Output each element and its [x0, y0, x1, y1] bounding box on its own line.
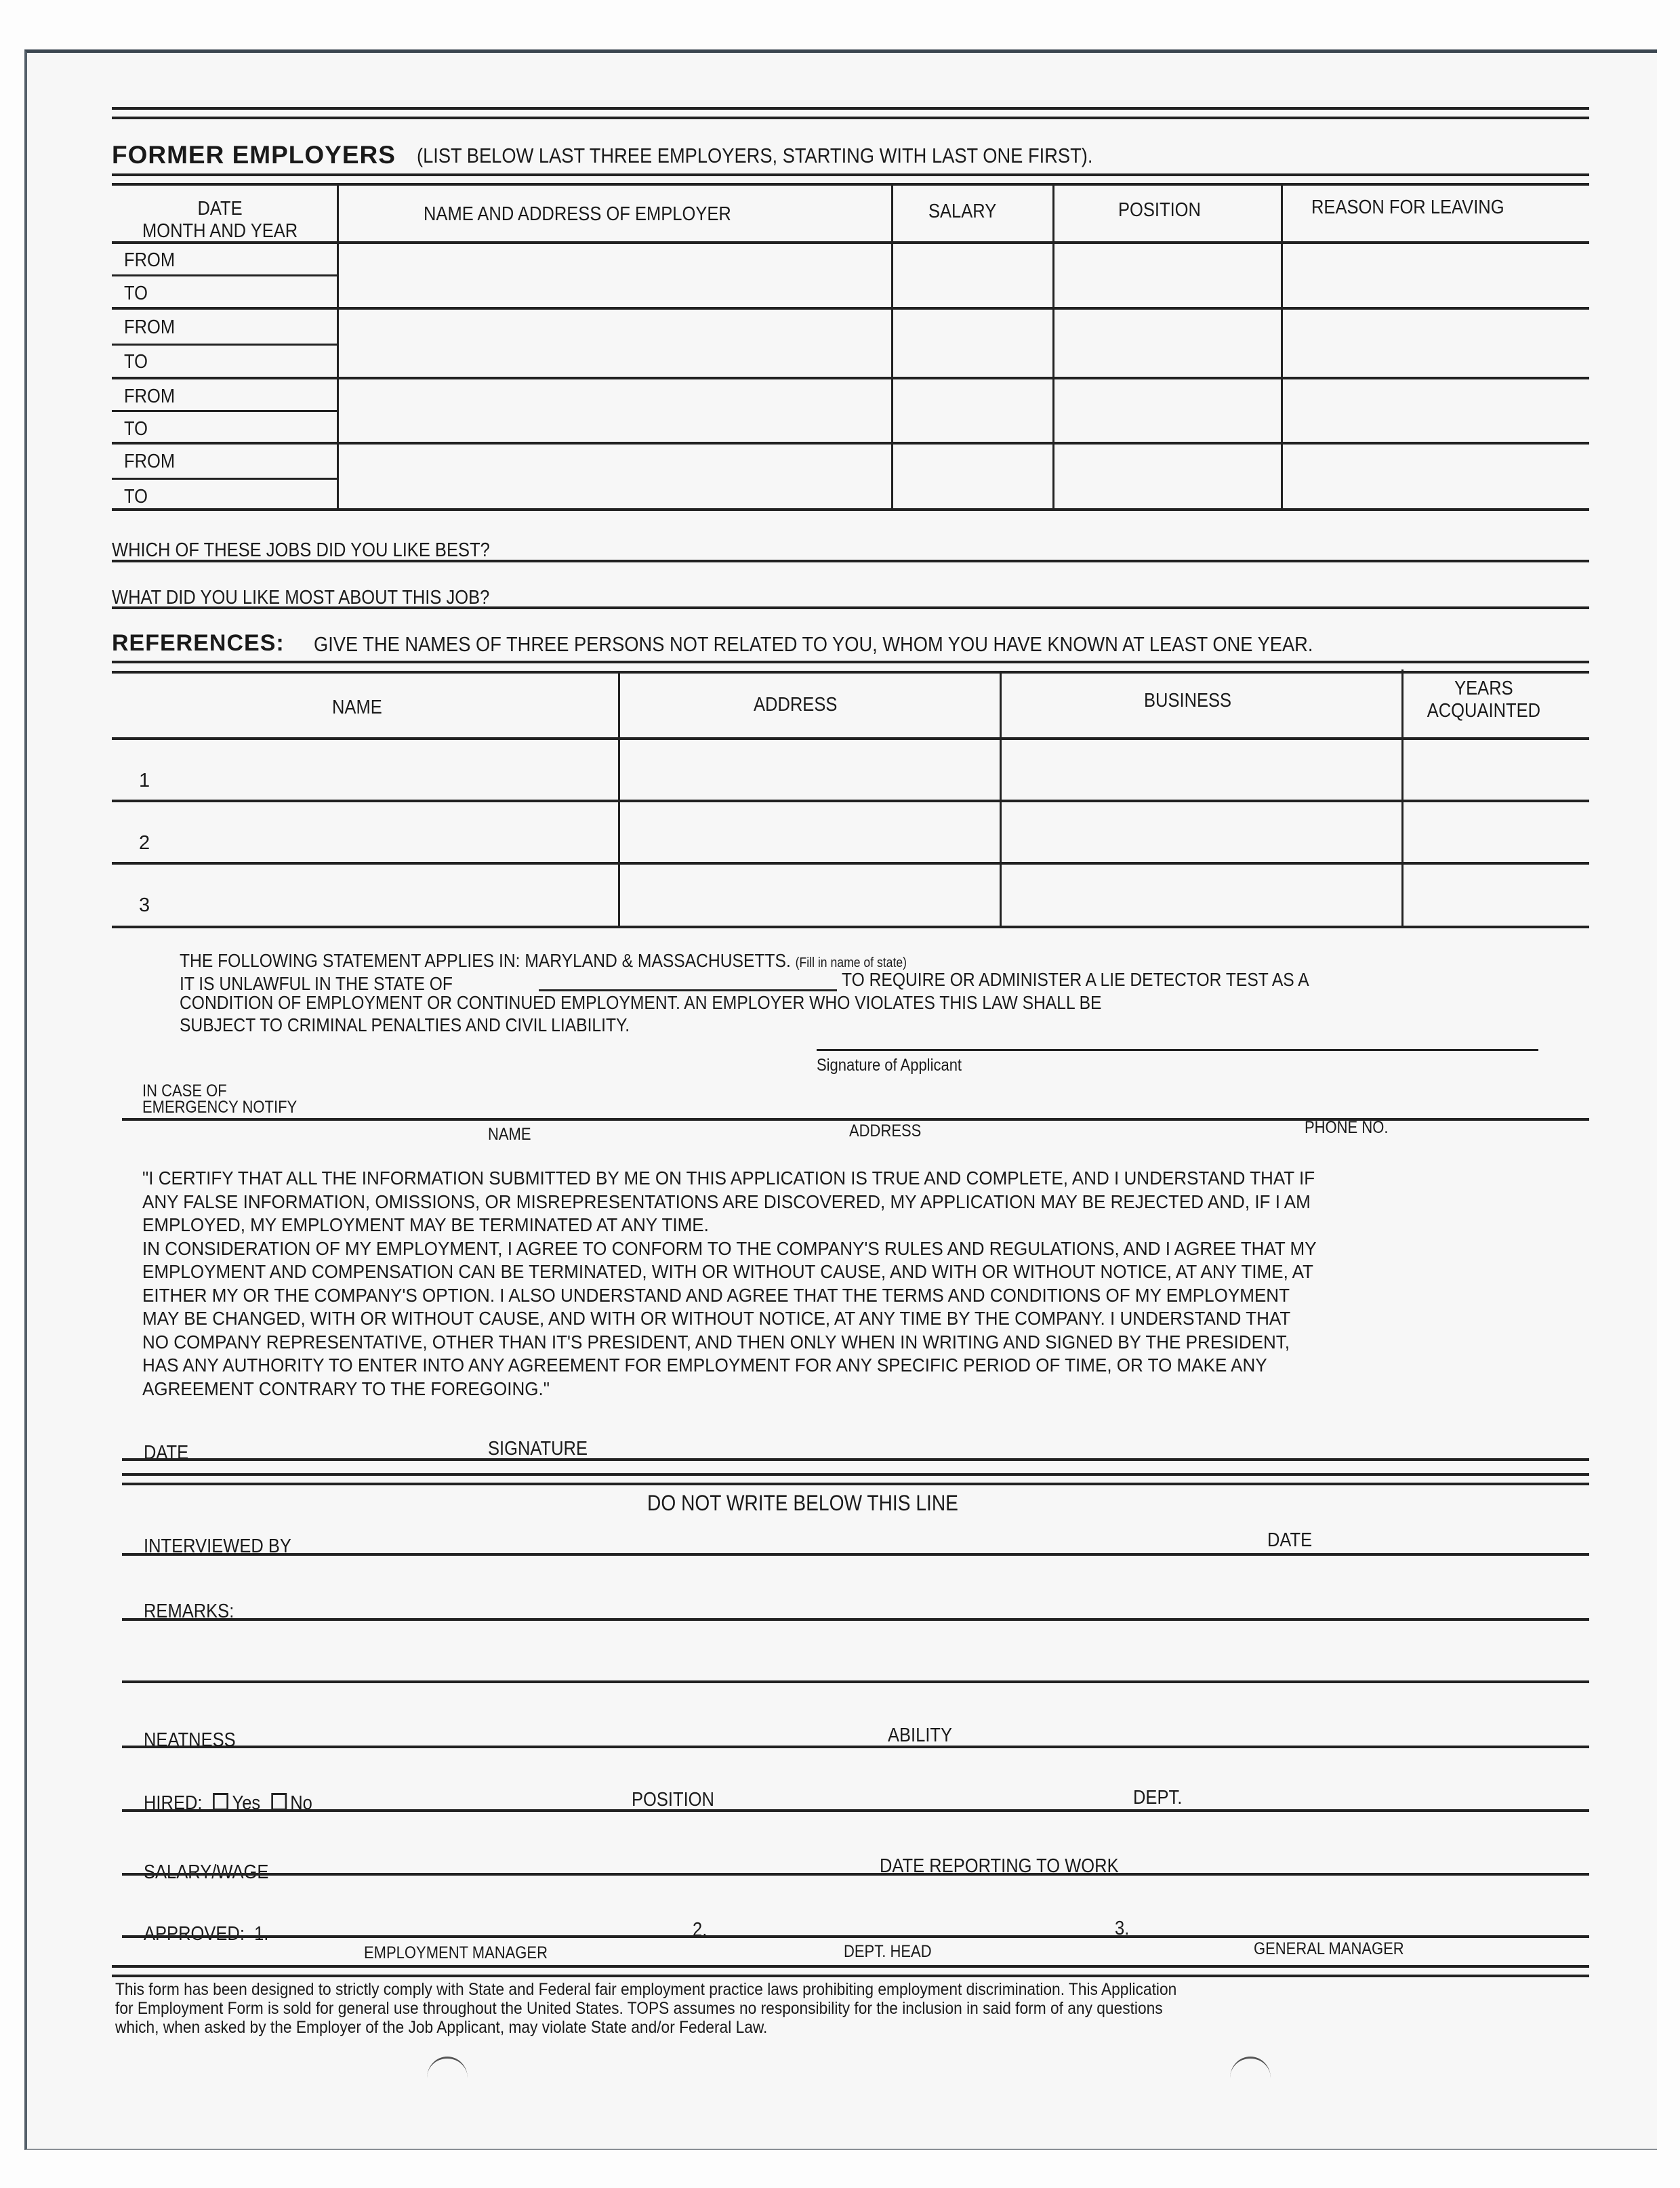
office-use-rule-2 [122, 1483, 1589, 1485]
hired-position-dept-line[interactable] [122, 1809, 1589, 1812]
do-not-write-banner: DO NOT WRITE BELOW THIS LINE [647, 1491, 958, 1515]
approver-2-number: 2. [693, 1919, 708, 1941]
employer-3-position-field[interactable] [1056, 381, 1279, 440]
employer-3-name-address-field[interactable] [340, 381, 889, 440]
emergency-phone-label: PHONE NO. [1305, 1118, 1389, 1137]
remarks-label: REMARKS: [144, 1601, 234, 1622]
hired-no-checkbox[interactable] [271, 1793, 287, 1811]
applicant-signature-label: Signature of Applicant [817, 1056, 962, 1075]
question-liked-most-label: WHAT DID YOU LIKE MOST ABOUT THIS JOB? [112, 587, 490, 608]
employer-2-reason-field[interactable] [1284, 312, 1586, 374]
reference-2-years-field[interactable] [1406, 804, 1587, 859]
col-header-reason: REASON FOR LEAVING [1311, 197, 1504, 218]
references-instruction: GIVE THE NAMES OF THREE PERSONS NOT RELATED TO YOU, WHOM YOU HAVE KNOWN AT LEAST ONE YEAR. [314, 632, 1313, 656]
binder-hole-left [427, 2057, 468, 2099]
reference-3-address-field[interactable] [622, 866, 997, 923]
row-2-to-label: TO [124, 351, 148, 373]
employer-2-position-field[interactable] [1056, 312, 1279, 374]
emergency-name-label: NAME [488, 1125, 531, 1144]
interview-date-label: DATE [1267, 1529, 1313, 1551]
employers-table-top [112, 173, 1589, 176]
neatness-ability-line[interactable] [122, 1746, 1589, 1748]
references-title: REFERENCES: [112, 630, 285, 656]
applicant-signature-line[interactable] [817, 1049, 1538, 1051]
reference-1-years-field[interactable] [1406, 741, 1587, 797]
state-name-field[interactable] [539, 989, 837, 991]
top-rule-2 [112, 117, 1589, 119]
reference-2-number: 2 [139, 832, 150, 854]
approver-3-title: GENERAL MANAGER [1254, 1939, 1404, 1958]
reference-1-name-field[interactable] [163, 741, 615, 797]
question-liked-most-line[interactable] [112, 606, 1589, 609]
lie-detector-line-4: SUBJECT TO CRIMINAL PENALTIES AND CIVIL LIABILITY. [180, 1014, 630, 1035]
reference-2-business-field[interactable] [1004, 804, 1399, 859]
references-header-bottom [112, 737, 1589, 740]
employer-4-position-field[interactable] [1056, 446, 1279, 505]
ability-label: ABILITY [888, 1725, 953, 1746]
ref-col-header-address: ADDRESS [754, 694, 838, 716]
employer-3-reason-field[interactable] [1284, 381, 1586, 440]
ref-col-header-business: BUSINESS [1144, 690, 1232, 711]
row-3-to-label: TO [124, 418, 148, 440]
salary-date-line[interactable] [122, 1873, 1589, 1876]
reference-3-name-field[interactable] [163, 866, 615, 923]
reference-1-business-field[interactable] [1004, 741, 1399, 797]
lie-detector-line-2-post: TO REQUIRE OR ADMINISTER A LIE DETECTOR TEST AS A [842, 969, 1309, 990]
certification-date-signature-line[interactable] [122, 1458, 1589, 1461]
employers-col-divider [1281, 183, 1283, 508]
hired-label-group: HIRED: Yes No [144, 1792, 312, 1814]
hired-yes-checkbox[interactable] [213, 1793, 228, 1811]
row-1-to-label: TO [124, 283, 148, 304]
employers-col-divider [891, 184, 893, 508]
salary-wage-label: SALARY/WAGE [144, 1861, 269, 1883]
employers-row-rule [112, 307, 1589, 310]
binder-hole-right [1230, 2057, 1271, 2099]
employers-subrow-rule [112, 478, 337, 480]
emergency-address-label: ADDRESS [849, 1121, 922, 1140]
employer-2-name-address-field[interactable] [340, 312, 889, 374]
question-liked-best-line[interactable] [112, 560, 1589, 562]
approver-2-title: DEPT. HEAD [844, 1942, 932, 1961]
reference-3-number: 3 [139, 894, 150, 916]
reference-3-years-field[interactable] [1406, 866, 1587, 923]
footer-rule [112, 1965, 1589, 1968]
references-table-top [112, 661, 1589, 663]
references-row-rule [112, 862, 1589, 865]
references-table-bottom [112, 926, 1589, 928]
references-col-divider [1401, 669, 1404, 927]
top-rule [112, 107, 1589, 110]
col-header-position: POSITION [1118, 199, 1201, 221]
fill-state-note: (Fill in name of state) [795, 955, 907, 970]
interviewed-by-line[interactable] [122, 1553, 1589, 1556]
certification-signature-label: SIGNATURE [488, 1438, 588, 1460]
lie-detector-line-3: CONDITION OF EMPLOYMENT OR CONTINUED EMPLOYMENT. AN EMPLOYER WHO VIOLATES THIS LAW SHALL BE [180, 992, 1102, 1013]
hired-position-label: POSITION [632, 1789, 714, 1811]
references-col-divider [1000, 671, 1002, 927]
employer-1-name-address-field[interactable] [340, 245, 889, 305]
employers-table-bottom [112, 508, 1589, 511]
employers-subrow-rule [112, 410, 337, 412]
employer-4-name-address-field[interactable] [340, 446, 889, 505]
date-reporting-label: DATE REPORTING TO WORK [880, 1855, 1119, 1877]
employers-row-rule [112, 442, 1589, 445]
col-header-salary: SALARY [928, 201, 997, 222]
references-table-top-2 [112, 671, 1589, 674]
employer-4-salary-field[interactable] [895, 446, 1050, 505]
approval-signature-line[interactable] [122, 1935, 1589, 1938]
remarks-line-2[interactable] [122, 1680, 1589, 1683]
footer-disclaimer: This form has been designed to strictly comply with State and Federal fair employment practice laws prohibiting employment discrimination. This Application for Employment Form is sold for general use throughout the United States. TOPS assumes no responsibility for the inclusion in said form of any questions which, when asked by the Employer of the Job Applicant, may violate State and/or Federal Law. [115, 1980, 1177, 2037]
hired-dept-label: DEPT. [1133, 1787, 1183, 1809]
employers-col-divider [337, 184, 339, 508]
reference-1-address-field[interactable] [622, 741, 997, 797]
row-4-from-label: FROM [124, 451, 176, 472]
reference-1-number: 1 [139, 770, 150, 791]
employers-header-bottom [112, 241, 1589, 244]
question-liked-best-label: WHICH OF THESE JOBS DID YOU LIKE BEST? [112, 539, 490, 561]
employer-1-position-field[interactable] [1056, 245, 1279, 305]
ref-col-header-years: YEARS ACQUAINTED [1427, 678, 1541, 722]
employers-row-rule [112, 377, 1589, 379]
employers-subrow-rule [112, 274, 337, 276]
employer-2-salary-field[interactable] [895, 312, 1050, 374]
certification-date-label: DATE [144, 1442, 189, 1464]
row-1-from-label: FROM [124, 249, 176, 271]
reference-2-name-field[interactable] [163, 804, 615, 859]
employer-3-salary-field[interactable] [895, 381, 1050, 440]
references-row-rule [112, 800, 1589, 802]
reference-2-address-field[interactable] [622, 804, 997, 859]
row-3-from-label: FROM [124, 386, 176, 407]
remarks-line-1[interactable] [122, 1618, 1589, 1621]
office-use-rule [122, 1473, 1589, 1476]
neatness-label: NEATNESS [144, 1729, 236, 1751]
footer-rule-2 [112, 1975, 1589, 1977]
approver-3-number: 3. [1115, 1918, 1130, 1939]
row-2-from-label: FROM [124, 316, 176, 338]
lie-detector-line-1: THE FOLLOWING STATEMENT APPLIES IN: MARYLAND & MASSACHUSETTS. (Fill in name of state) [180, 950, 907, 971]
reference-3-business-field[interactable] [1004, 866, 1399, 923]
approved-label: APPROVED: 1. [144, 1923, 269, 1945]
former-employers-title: FORMER EMPLOYERS [112, 141, 396, 169]
employer-1-salary-field[interactable] [895, 245, 1050, 305]
ref-col-header-name: NAME [332, 697, 382, 718]
approver-1-title: EMPLOYMENT MANAGER [364, 1943, 548, 1962]
interviewed-by-label: INTERVIEWED BY [144, 1535, 291, 1557]
employer-4-reason-field[interactable] [1284, 446, 1586, 505]
col-header-name-address: NAME AND ADDRESS OF EMPLOYER [424, 203, 731, 225]
row-4-to-label: TO [124, 486, 148, 508]
employers-subrow-rule [112, 344, 337, 346]
col-header-date: DATE MONTH AND YEAR [142, 198, 298, 242]
employers-col-divider [1052, 184, 1054, 508]
certification-text: "I CERTIFY THAT ALL THE INFORMATION SUBMITTED BY ME ON THIS APPLICATION IS TRUE AND COMPLETE, AND I UNDERSTAND THAT IF ANY FALSE INFORMATION, OMISSIONS, OR MISREPRESENTATIONS ARE DISCOVERED, MY APPLICATION MAY BE REJECTED AND, IF I AM EMPLOYED, MY EMPLOYMENT MAY BE TERMINATED AT ANY TIME. IN CONSIDERATION OF MY EMPLOYMENT, I AGREE TO CONFORM TO THE COMPANY'S RULES AND REGULATIONS, AND I AGREE THAT MY EMPLOYMENT AND COMPENSATION CAN BE TERMINATED, WITH OR WITHOUT CAUSE, AND WITH OR WITHOUT NOTICE, AT ANY TIME, AT EITHER MY OR THE COMPANY'S OPTION. I ALSO UNDERSTAND AND AGREE THAT THE TERMS AND CONDITIONS OF MY EMPLOYMENT MAY BE CHANGED, WITH OR WITHOUT CAUSE, AND WITH OR WITHOUT NOTICE, AT ANY TIME BY THE COMPANY. I UNDERSTAND THAT NO COMPANY REPRESENTATIVE, OTHER THAN IT'S PRESIDENT, AND THEN ONLY WHEN IN WRITING AND SIGNED BY THE PRESIDENT, HAS ANY AUTHORITY TO ENTER INTO ANY AGREEMENT FOR EMPLOYMENT FOR ANY SPECIFIC PERIOD OF TIME, OR TO MAKE ANY AGREEMENT CONTRARY TO THE FOREGOING." [142, 1168, 1317, 1399]
employers-table-top-2 [112, 183, 1589, 186]
former-employers-instruction: (LIST BELOW LAST THREE EMPLOYERS, STARTING WITH LAST ONE FIRST). [417, 144, 1093, 167]
lie-detector-line-2-pre: IT IS UNLAWFUL IN THE STATE OF [180, 973, 453, 994]
employer-1-reason-field[interactable] [1284, 245, 1586, 305]
emergency-label: IN CASE OF EMERGENCY NOTIFY [142, 1081, 298, 1117]
